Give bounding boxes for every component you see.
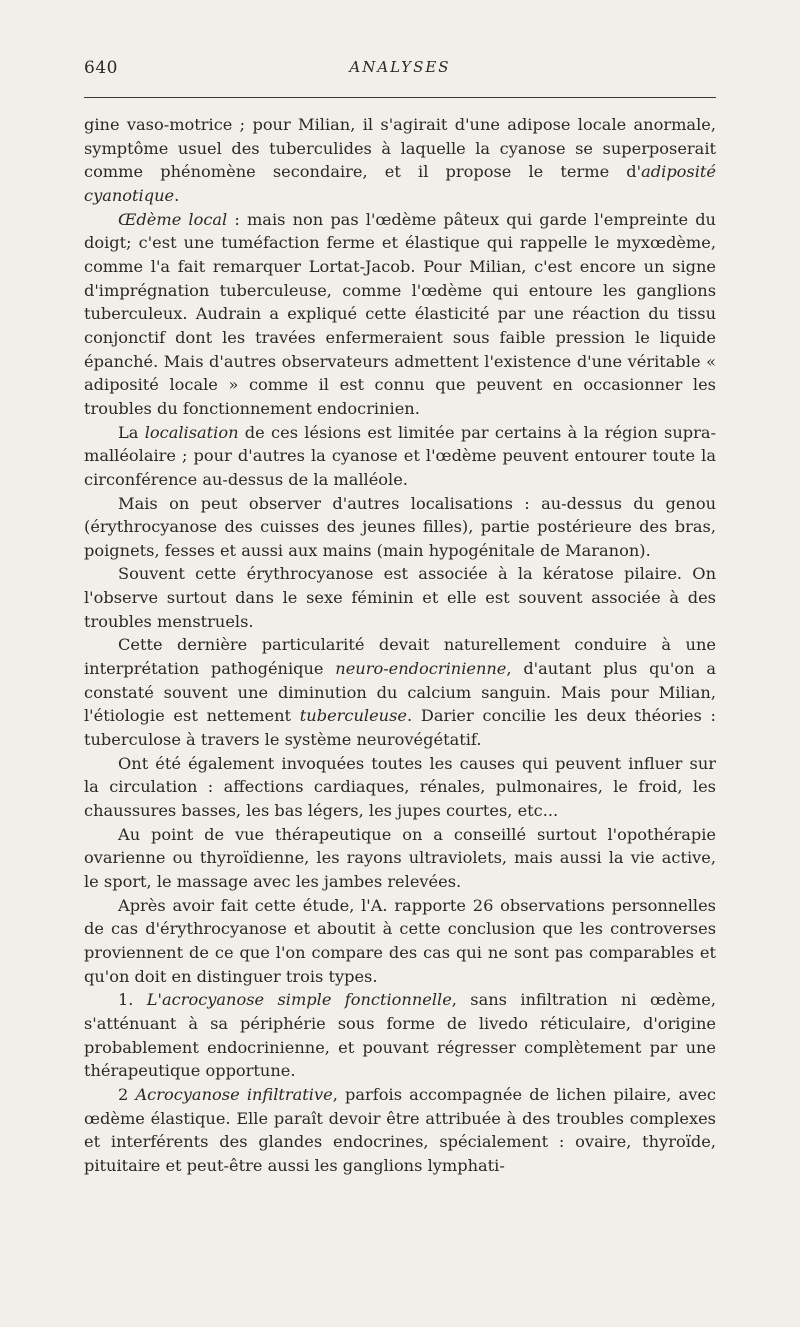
running-title: ANALYSES bbox=[349, 58, 451, 76]
paragraph bbox=[84, 988, 716, 1083]
document-page bbox=[84, 58, 716, 1175]
text-run: Mais on peut observer d'autres localisations : au-dessus du genou (érythrocyanose des cuisses des jeunes filles), partie postérieure des bras, poignets, fesses et aussi aux mains (main hypogénitale de Maranon). bbox=[84, 493, 716, 560]
italic-text: L'acrocyanose simple fonctionnelle bbox=[146, 990, 452, 1010]
paragraph bbox=[84, 894, 716, 989]
italic-text: neuro-endocrinienne bbox=[335, 659, 507, 679]
text-run: , d'autant plus qu'on a constaté souvent une diminution du calcium sanguin. Mais pour Milian, l'étiologie est nettement bbox=[84, 659, 716, 726]
paragraph bbox=[84, 633, 716, 751]
paragraph bbox=[84, 823, 716, 894]
text-run: Souvent cette érythrocyanose est associée à la kératose pilaire. On l'observe surtout dans le sexe féminin et elle est souvent associée à des troubles menstruels. bbox=[84, 564, 716, 631]
paragraph bbox=[84, 421, 716, 492]
paragraph bbox=[84, 752, 716, 823]
text-run: . bbox=[174, 185, 180, 205]
italic-text: Acrocyanose infiltrative bbox=[135, 1084, 333, 1104]
text-run: : mais non pas l'œdème pâteux qui garde l'empreinte du doigt; c'est une tuméfaction ferme et élastique qui rappelle le myxœdème, comme l'a fait remarquer Lortat-Jacob. Pour Milian, c'est encore un signe d'imprégnation tuberculeuse, comme l'œdème qui entoure les ganglions tuberculeux. Audrain a expliqué cette élasticité par une réaction du tissu conjonctif dont les travées enfermeraient sous faible pression le liquide épanché. Mais d'autres observateurs admettent l'existence d'une véritable « adiposité locale » comme il est connu que peuvent en occasionner les troubles du fonctionnement endocrinien. bbox=[84, 209, 716, 418]
text-run: Ont été également invoquées toutes les causes qui peuvent influer sur la circulation : affections cardiaques, rénales, pulmonaires, le froid, les chaussures basses, les bas légers, les jupes courtes, etc... bbox=[84, 753, 716, 821]
paragraph bbox=[84, 208, 716, 421]
italic-text: localisation bbox=[144, 422, 239, 442]
italic-text: adiposité cyanotique bbox=[84, 162, 716, 205]
body-text bbox=[84, 113, 716, 1178]
text-run: , sans infiltration ni œdème, s'atténuant à sa périphérie sous forme de livedo réticulaire, d'origine probablement endocrinienne, et pouvant régresser complètement par une thérapeutique opportune. bbox=[84, 990, 716, 1081]
text-run: . Darier concilie les deux théories : tuberculose à travers le système neurovégétatif. bbox=[84, 706, 716, 750]
text-run: de ces lésions est limitée par certains à la région supra-malléolaire ; pour d'autres la cyanose et l'œdème peuvent entourer toute la circonférence au-dessus de la malléole. bbox=[84, 422, 716, 489]
paragraph bbox=[84, 492, 716, 563]
text-run: gine vaso-motrice ; pour Milian, il s'agirait d'une adipose locale anormale, symptôme usuel des tuberculides à laquelle la cyanose se superposerait comme phénomène secondaire, et il propose le terme d' bbox=[84, 115, 716, 182]
header-rule bbox=[84, 97, 716, 98]
text-run: La bbox=[118, 422, 145, 442]
paragraph bbox=[84, 1083, 716, 1178]
text-run: Cette dernière particularité devait naturellement conduire à une interprétation pathogénique bbox=[84, 635, 716, 679]
text-run: 2 bbox=[118, 1084, 136, 1104]
text-run: Après avoir fait cette étude, l'A. rapporte 26 observations personnelles de cas d'érythrocyanose et aboutit à cette conclusion que les controverses proviennent de ce que l'on compare des cas qui ne sont pas comparables et qu'on doit en distinguer trois types. bbox=[84, 895, 716, 986]
paragraph bbox=[84, 562, 716, 633]
text-run: 1. bbox=[118, 990, 147, 1010]
text-run: Au point de vue thérapeutique on a conseillé surtout l'opothérapie ovarienne ou thyroïdienne, les rayons ultraviolets, mais aussi la vie active, le sport, le massage avec les jambes relevées. bbox=[84, 824, 716, 891]
italic-text: Œdème local bbox=[118, 209, 228, 229]
page-header bbox=[84, 58, 716, 88]
page-number: 640 bbox=[84, 58, 118, 78]
paragraph bbox=[84, 113, 716, 208]
text-run: , parfois accompagnée de lichen pilaire, avec œdème élastique. Elle paraît devoir être attribuée à des troubles complexes et interférents des glandes endocrines, spécialement : ovaire, thyroïde, pituitaire et peut-être aussi les ganglions lymphati- bbox=[84, 1084, 716, 1175]
italic-text: tuberculeuse bbox=[299, 706, 407, 726]
